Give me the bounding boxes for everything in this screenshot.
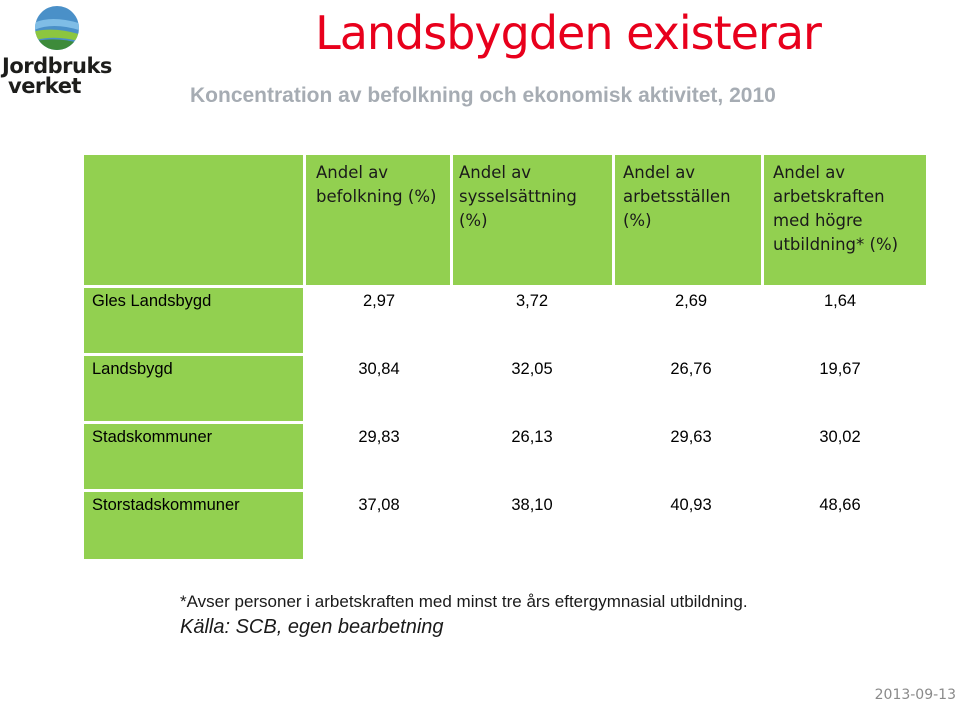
row-label: Storstadskommuner [92, 496, 240, 514]
logo-text-line1: Jordbruks [2, 54, 112, 78]
table-cell-value: 37,08 [358, 496, 400, 514]
table-cell-value: 32,05 [511, 360, 553, 378]
slide-date: 2013-09-13 [874, 687, 956, 703]
table-cell-value: 30,02 [819, 428, 861, 446]
table-header-label: Andel av sysselsättning (%) [459, 163, 577, 230]
row-label: Landsbygd [92, 360, 173, 378]
slide-subtitle: Koncentration av befolkning och ekonomisk aktivitet, 2010 [190, 84, 776, 107]
row-label: Stadskommuner [92, 428, 213, 446]
table-cell-value: 3,72 [515, 292, 549, 310]
table-header-cell [453, 155, 612, 285]
table-cell-value: 2,97 [362, 292, 396, 310]
table-footnote: *Avser personer i arbetskraften med minst tre års eftergymnasial utbildning. [180, 592, 748, 611]
table-cell-value: 30,84 [358, 360, 400, 378]
jordbruksverket-logo [2, 4, 114, 96]
data-table [84, 155, 926, 559]
table-cell-value: 26,13 [511, 428, 553, 446]
table-cell-value: 1,64 [823, 292, 857, 310]
table-cell-value: 29,83 [358, 428, 400, 446]
table-header-label: Andel av befolkning (%) [316, 163, 437, 206]
row-label: Gles Landsbygd [92, 292, 212, 310]
logo-emblem-icon [32, 4, 82, 54]
table-cell-value: 19,67 [819, 360, 861, 378]
logo-text-line2: verket [8, 74, 81, 98]
table-corner-cell [84, 155, 303, 285]
table-cell-value: 38,10 [511, 496, 553, 514]
table-header-cell [306, 155, 450, 285]
table-header-label: Andel av arbetsställen (%) [623, 163, 731, 230]
table-header-cell [764, 155, 926, 285]
table-cell-value: 26,76 [670, 360, 712, 378]
table-header-cell [615, 155, 761, 285]
slide-title: Landsbygden existerar [315, 6, 821, 60]
table-cell-value: 29,63 [670, 428, 712, 446]
source-note: Källa: SCB, egen bearbetning [180, 616, 444, 638]
table-cell-value: 40,93 [670, 496, 712, 514]
table-header-label: Andel av arbetskraften med högre utbildning* (%) [773, 163, 899, 254]
table-cell-value: 2,69 [674, 292, 708, 310]
table-cell-value: 48,66 [819, 496, 861, 514]
